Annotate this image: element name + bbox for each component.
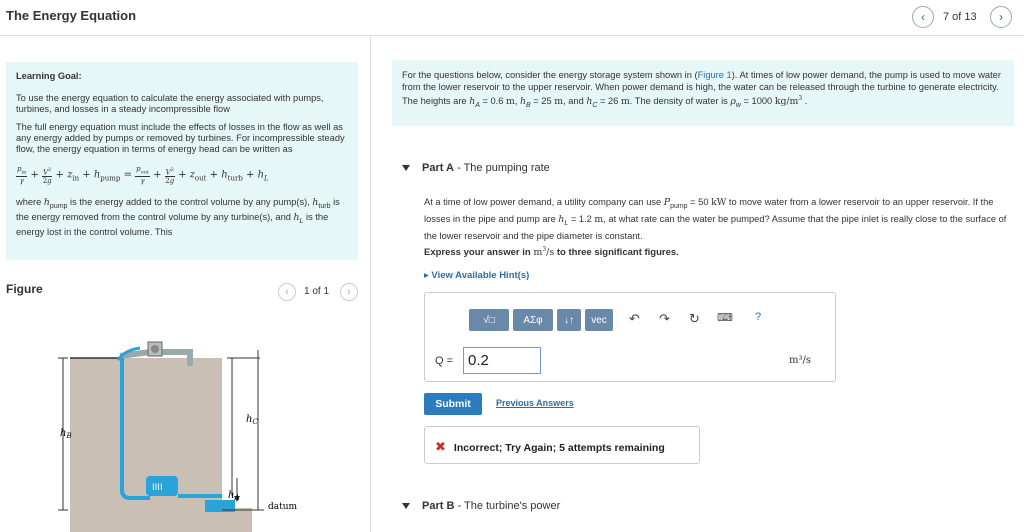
help-icon[interactable]: ?: [755, 311, 762, 323]
energy-equation: $\frac{p_{in}}{\gamma}$ + $\frac{V^2}{2g}$ + $z_{in} + h_{pump}$ = $\frac{p_{out}}{\gamma}$ + $\frac{V^2}{2g}$ + $z_{out} + h_{turb} + h_L$: [17, 165, 269, 186]
answer-variable-label: Q =: [435, 355, 454, 367]
chevron-left-icon: ‹: [921, 10, 925, 24]
chevron-right-icon: ›: [999, 10, 1003, 24]
figure-page-count: 1 of 1: [304, 286, 330, 297]
greek-symbols-button[interactable]: ΑΣφ: [513, 309, 553, 331]
next-item-button[interactable]: [990, 6, 1012, 28]
answer-instructions: Express your answer in $m^3/s$ to three significant figures.: [424, 246, 679, 259]
answer-input[interactable]: [463, 347, 541, 374]
submit-button[interactable]: Submit: [424, 393, 482, 415]
collapse-triangle-icon: [402, 165, 410, 171]
figure-prev-button[interactable]: [278, 283, 296, 301]
chevron-left-icon: ‹: [285, 286, 289, 298]
ha-label: $h_A$: [228, 490, 240, 502]
collapse-triangle-icon: [402, 503, 410, 509]
part-a-header[interactable]: Part A - The pumping rate: [402, 162, 550, 174]
figure-label: Figure: [6, 282, 43, 296]
column-divider: [370, 36, 371, 532]
close-x-icon: ✖: [435, 439, 446, 454]
reset-icon[interactable]: ↻: [689, 311, 700, 326]
answer-box: [424, 292, 836, 382]
keyboard-icon[interactable]: ⌨: [717, 312, 733, 324]
view-hints-link[interactable]: ▸ View Available Hint(s): [424, 270, 530, 281]
vector-button[interactable]: vec: [585, 309, 613, 331]
learning-goal-panel: [6, 62, 358, 260]
learning-goal-heading: Learning Goal:: [16, 71, 82, 81]
page-title: The Energy Equation: [6, 8, 137, 23]
equation-terms-text: where $h_{pump}$ is the energy added to the control volume by any pump(s), $h_{turb}$ is the energy removed from the control volume by any turbine(s), and $h_L$ is the energy lost in the control volume. This: [16, 197, 340, 238]
energy-storage-figure: [0, 330, 370, 532]
hc-label: $h_C$: [246, 414, 258, 426]
datum-label: datum: [268, 502, 298, 512]
problem-intro: For the questions below, consider the energy storage system shown in (Figure 1). At times of low power demand, the pump is used to move water from the lower reservoir to the upper reservoir. When power demand is high, the water can be released through the turbine to generate electricity. The heights are $h_A = 0.6$ m, $h_B = 25$ m, and $h_C = 26$ m. The density of water is $\rho_w = 1000$ $kg/m^3$ .: [392, 60, 1014, 126]
previous-answers-link[interactable]: Previous Answers: [496, 398, 574, 408]
energy-equation-intro: The full energy equation must include the effects of losses in the flow as well as any energy added by pumps or removed by turbines. For incompressible steady flow, the energy equation in terms of energy head can be written as: [16, 122, 345, 154]
figure-next-button[interactable]: [340, 283, 358, 301]
figure-link[interactable]: Figure 1: [697, 70, 732, 80]
answer-units: m³/s: [789, 355, 811, 366]
prev-item-button[interactable]: [912, 6, 934, 28]
item-pager: 7 of 13: [943, 11, 977, 23]
chevron-right-icon: ›: [347, 286, 351, 298]
hb-label: $h_B$: [60, 428, 72, 440]
subscript-button[interactable]: ↓↑: [557, 309, 581, 331]
learning-goal-text: To use the energy equation to calculate the energy associated with pumps, turbines, and losses in a steady incompressible flow: [16, 93, 324, 114]
upper-reservoir-ground: [70, 358, 122, 532]
caret-right-icon: ▸: [424, 270, 429, 281]
part-b-header[interactable]: Part B - The turbine's power: [402, 500, 560, 512]
undo-icon[interactable]: ↶: [629, 311, 640, 326]
svg-text:IIII: IIII: [152, 483, 163, 493]
part-a-question: At a time of low power demand, a utility company can use $P_{pump} = 50$ kW to move water from a lower reservoir to an upper reservoir. If the losses in the pipe and pump are $h_L = 1.2$ m, at what rate can the water be pumped? Assume that the pipe inlet is really close to the surface of the lower reservoir and the pipe diameter is constant.: [424, 197, 1007, 241]
redo-icon[interactable]: ↷: [659, 311, 670, 326]
templates-button[interactable]: √□: [469, 309, 509, 331]
page-header: [0, 0, 1024, 36]
incorrect-feedback: ✖ Incorrect; Try Again; 5 attempts remaining: [424, 426, 700, 464]
